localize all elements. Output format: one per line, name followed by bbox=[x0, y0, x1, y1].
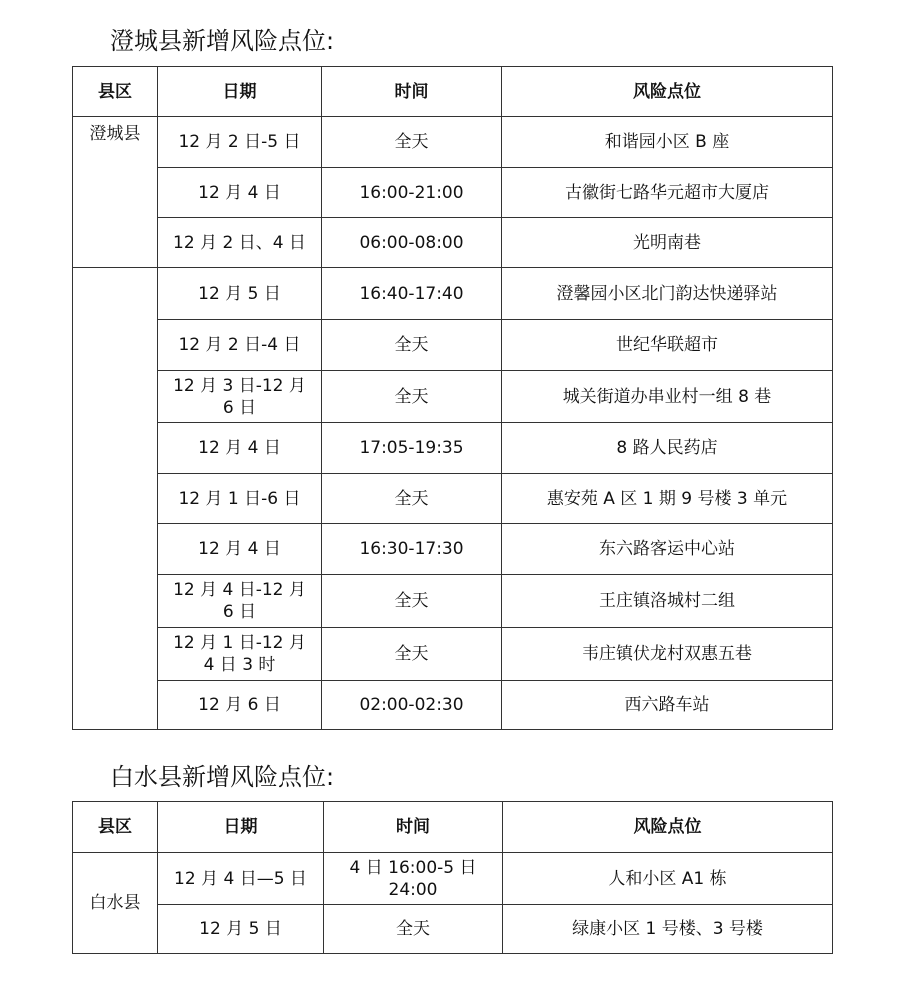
date-cell: 12 月 3 日-12 月 6 日 bbox=[158, 371, 322, 423]
table-header-row bbox=[73, 67, 833, 117]
county-cell: 澄城县 bbox=[73, 117, 158, 268]
time-cell: 4 日 16:00-5 日 24:00 bbox=[324, 853, 503, 905]
location-cell: 8 路人民药店 bbox=[502, 423, 833, 474]
table-row bbox=[73, 628, 833, 681]
time-cell: 02:00-02:30 bbox=[322, 681, 502, 730]
time-cell: 全天 bbox=[322, 117, 502, 168]
time-cell: 全天 bbox=[322, 575, 502, 628]
date-cell: 12 月 4 日-12 月 6 日 bbox=[158, 575, 322, 628]
date-cell: 12 月 2 日-4 日 bbox=[158, 320, 322, 371]
time-cell: 06:00-08:00 bbox=[322, 218, 502, 268]
time-cell: 16:40-17:40 bbox=[322, 268, 502, 320]
location-cell: 绿康小区 1 号楼、3 号楼 bbox=[503, 905, 833, 954]
location-cell: 西六路车站 bbox=[502, 681, 833, 730]
location-cell: 韦庄镇伏龙村双惠五巷 bbox=[502, 628, 833, 681]
date-cell: 12 月 5 日 bbox=[158, 905, 324, 954]
location-cell: 光明南巷 bbox=[502, 218, 833, 268]
header-time: 时间 bbox=[324, 802, 503, 853]
date-cell: 12 月 4 日 bbox=[158, 168, 322, 218]
date-cell: 12 月 1 日-6 日 bbox=[158, 474, 322, 524]
header-date: 日期 bbox=[158, 802, 324, 853]
header-county: 县区 bbox=[73, 802, 158, 853]
location-cell: 澄馨园小区北门韵达快递驿站 bbox=[502, 268, 833, 320]
location-cell: 和谐园小区 B 座 bbox=[502, 117, 833, 168]
table-header-row bbox=[73, 802, 833, 853]
date-cell: 12 月 4 日—5 日 bbox=[158, 853, 324, 905]
header-date: 日期 bbox=[158, 67, 322, 117]
table-row bbox=[73, 681, 833, 730]
chengcheng-section-title: 澄城县新增风险点位: bbox=[110, 27, 335, 55]
table-row bbox=[73, 474, 833, 524]
date-cell: 12 月 2 日、4 日 bbox=[158, 218, 322, 268]
time-cell: 全天 bbox=[324, 905, 503, 954]
date-cell: 12 月 4 日 bbox=[158, 423, 322, 474]
location-cell: 城关街道办串业村一组 8 巷 bbox=[502, 371, 833, 423]
time-cell: 17:05-19:35 bbox=[322, 423, 502, 474]
table-row bbox=[73, 117, 833, 168]
time-cell: 全天 bbox=[322, 371, 502, 423]
time-cell: 16:00-21:00 bbox=[322, 168, 502, 218]
date-cell: 12 月 1 日-12 月 4 日 3 时 bbox=[158, 628, 322, 681]
table-row bbox=[73, 905, 833, 954]
date-cell: 12 月 5 日 bbox=[158, 268, 322, 320]
location-cell: 东六路客运中心站 bbox=[502, 524, 833, 575]
baishui-section-title: 白水县新增风险点位: bbox=[110, 763, 335, 791]
time-cell: 全天 bbox=[322, 320, 502, 371]
time-cell: 全天 bbox=[322, 628, 502, 681]
location-cell: 古徽街七路华元超市大厦店 bbox=[502, 168, 833, 218]
header-county: 县区 bbox=[73, 67, 158, 117]
table-row bbox=[73, 371, 833, 423]
date-cell: 12 月 4 日 bbox=[158, 524, 322, 575]
table-row bbox=[73, 853, 833, 905]
chengcheng-risk-table bbox=[72, 66, 833, 730]
table-row bbox=[73, 423, 833, 474]
county-cell bbox=[73, 268, 158, 730]
county-cell: 白水县 bbox=[73, 853, 158, 954]
header-time: 时间 bbox=[322, 67, 502, 117]
time-cell: 全天 bbox=[322, 474, 502, 524]
date-cell: 12 月 6 日 bbox=[158, 681, 322, 730]
location-cell: 惠安苑 A 区 1 期 9 号楼 3 单元 bbox=[502, 474, 833, 524]
header-location: 风险点位 bbox=[502, 67, 833, 117]
date-cell: 12 月 2 日-5 日 bbox=[158, 117, 322, 168]
time-cell: 16:30-17:30 bbox=[322, 524, 502, 575]
table-row bbox=[73, 575, 833, 628]
location-cell: 人和小区 A1 栋 bbox=[503, 853, 833, 905]
table-row bbox=[73, 320, 833, 371]
location-cell: 王庄镇洛城村二组 bbox=[502, 575, 833, 628]
table-row bbox=[73, 524, 833, 575]
table-row bbox=[73, 168, 833, 218]
baishui-risk-table bbox=[72, 801, 833, 954]
header-location: 风险点位 bbox=[503, 802, 833, 853]
location-cell: 世纪华联超市 bbox=[502, 320, 833, 371]
table-row bbox=[73, 218, 833, 268]
table-row bbox=[73, 268, 833, 320]
